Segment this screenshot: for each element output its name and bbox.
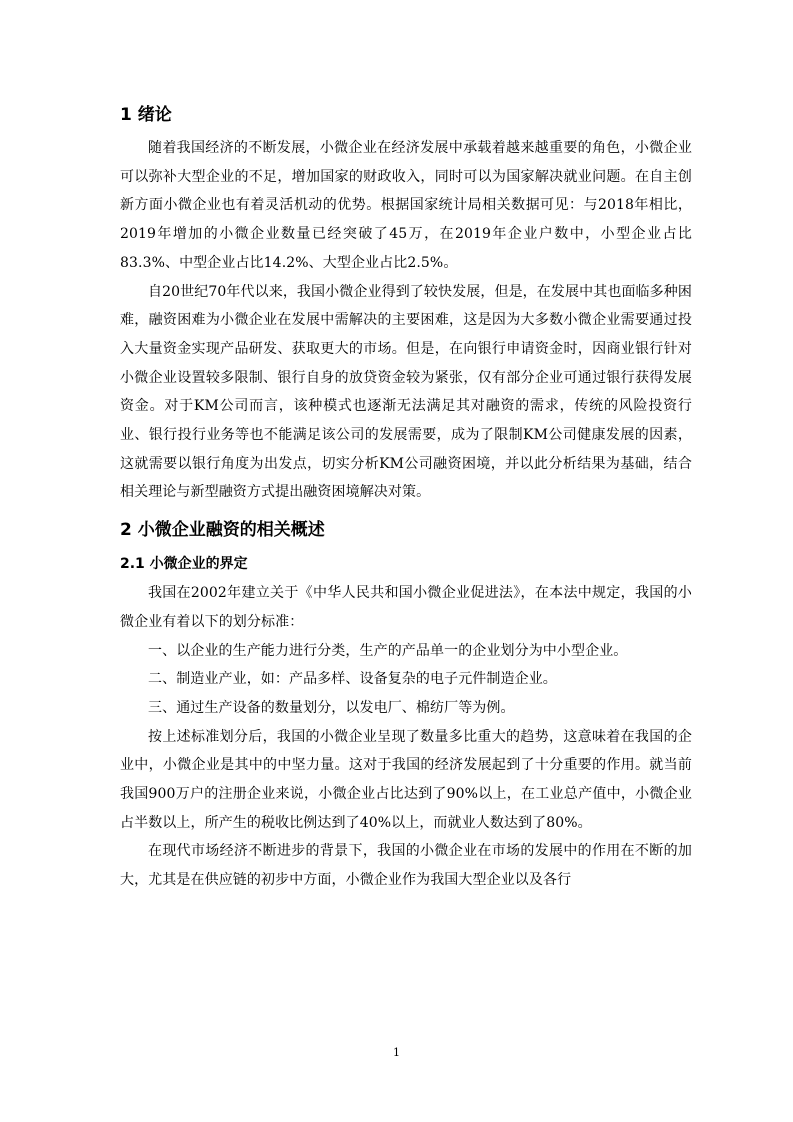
chapter-2-heading: 2 小微企业融资的相关概述 [120,520,325,541]
page-number: 1 [393,1046,400,1059]
chapter-1-heading: 1 绪论 [120,105,172,125]
paragraph: 随着我国经济的不断发展，小微企业在经济发展中承载着越来越重要的角色，小微企业可以弥补大型企业的不足，增加国家的财政收入，同时可以为国家解决就业问题。在自主创新方面小微企业也有着灵活机动的优势。根据国家统计局相关数据可见：与2018年相比，2019年增加的小微企业数量已经突破了45万，在2019年企业户数中，小型企业占比83.3%、中型企业占比14.2%、大型企业占比2.5%。 [120,140,692,271]
paragraph: 我国在2002年建立关于《中华人民共和国小微企业促进法》，在本法中规定，我国的小微企业有着以下的划分标准： [120,585,692,630]
section-2-1-heading: 2.1 小微企业的界定 [120,556,248,573]
list-item: 二、制造业产业，如：产品多样、设备复杂的电子元件制造企业。 [148,671,557,688]
list-item: 三、通过生产设备的数量划分，以发电厂、棉纺厂等为例。 [148,699,515,716]
page-content [120,98,692,895]
paragraph: 按上述标准划分后，我国的小微企业呈现了数量多比重大的趋势，这意味着在我国的企业中，小微企业是其中的中坚力量。这对于我国的经济发展起到了十分重要的作用。就当前我国900万户的注册企业来说，小微企业占比达到了90%以上，在工业总产值中，小微企业占半数以上，所产生的税收比例达到了40%以上，而就业人数达到了80%。 [120,728,692,831]
paragraph: 自20世纪70年代以来，我国小微企业得到了较快发展，但是，在发展中其也面临多种困难，融资困难为小微企业在发展中需解决的主要困难，这是因为大多数小微企业需要通过投入大量资金实现产品研发、获取更大的市场。但是，在向银行申请资金时，因商业银行针对小微企业设置较多限制、银行自身的放贷资金较为紧张，仅有部分企业可通过银行获得发展资金。对于KM公司而言，该种模式也逐渐无法满足其对融资的需求，传统的风险投资行业、银行投行业务等也不能满足该公司的发展需要，成为了限制KM公司健康发展的因素，这就需要以银行角度为出发点，切实分析KM公司融资困境，并以此分析结果为基础，结合相关理论与新型融资方式提出融资困境解决对策。 [120,283,692,501]
paragraph: 在现代市场经济不断进步的背景下，我国的小微企业在市场的发展中的作用在不断的加大，尤其是在供应链的初步中方面，小微企业作为我国大型企业以及各行 [120,843,692,889]
list-item: 一、以企业的生产能力进行分类，生产的产品单一的企业划分为中小型企业。 [148,642,628,659]
